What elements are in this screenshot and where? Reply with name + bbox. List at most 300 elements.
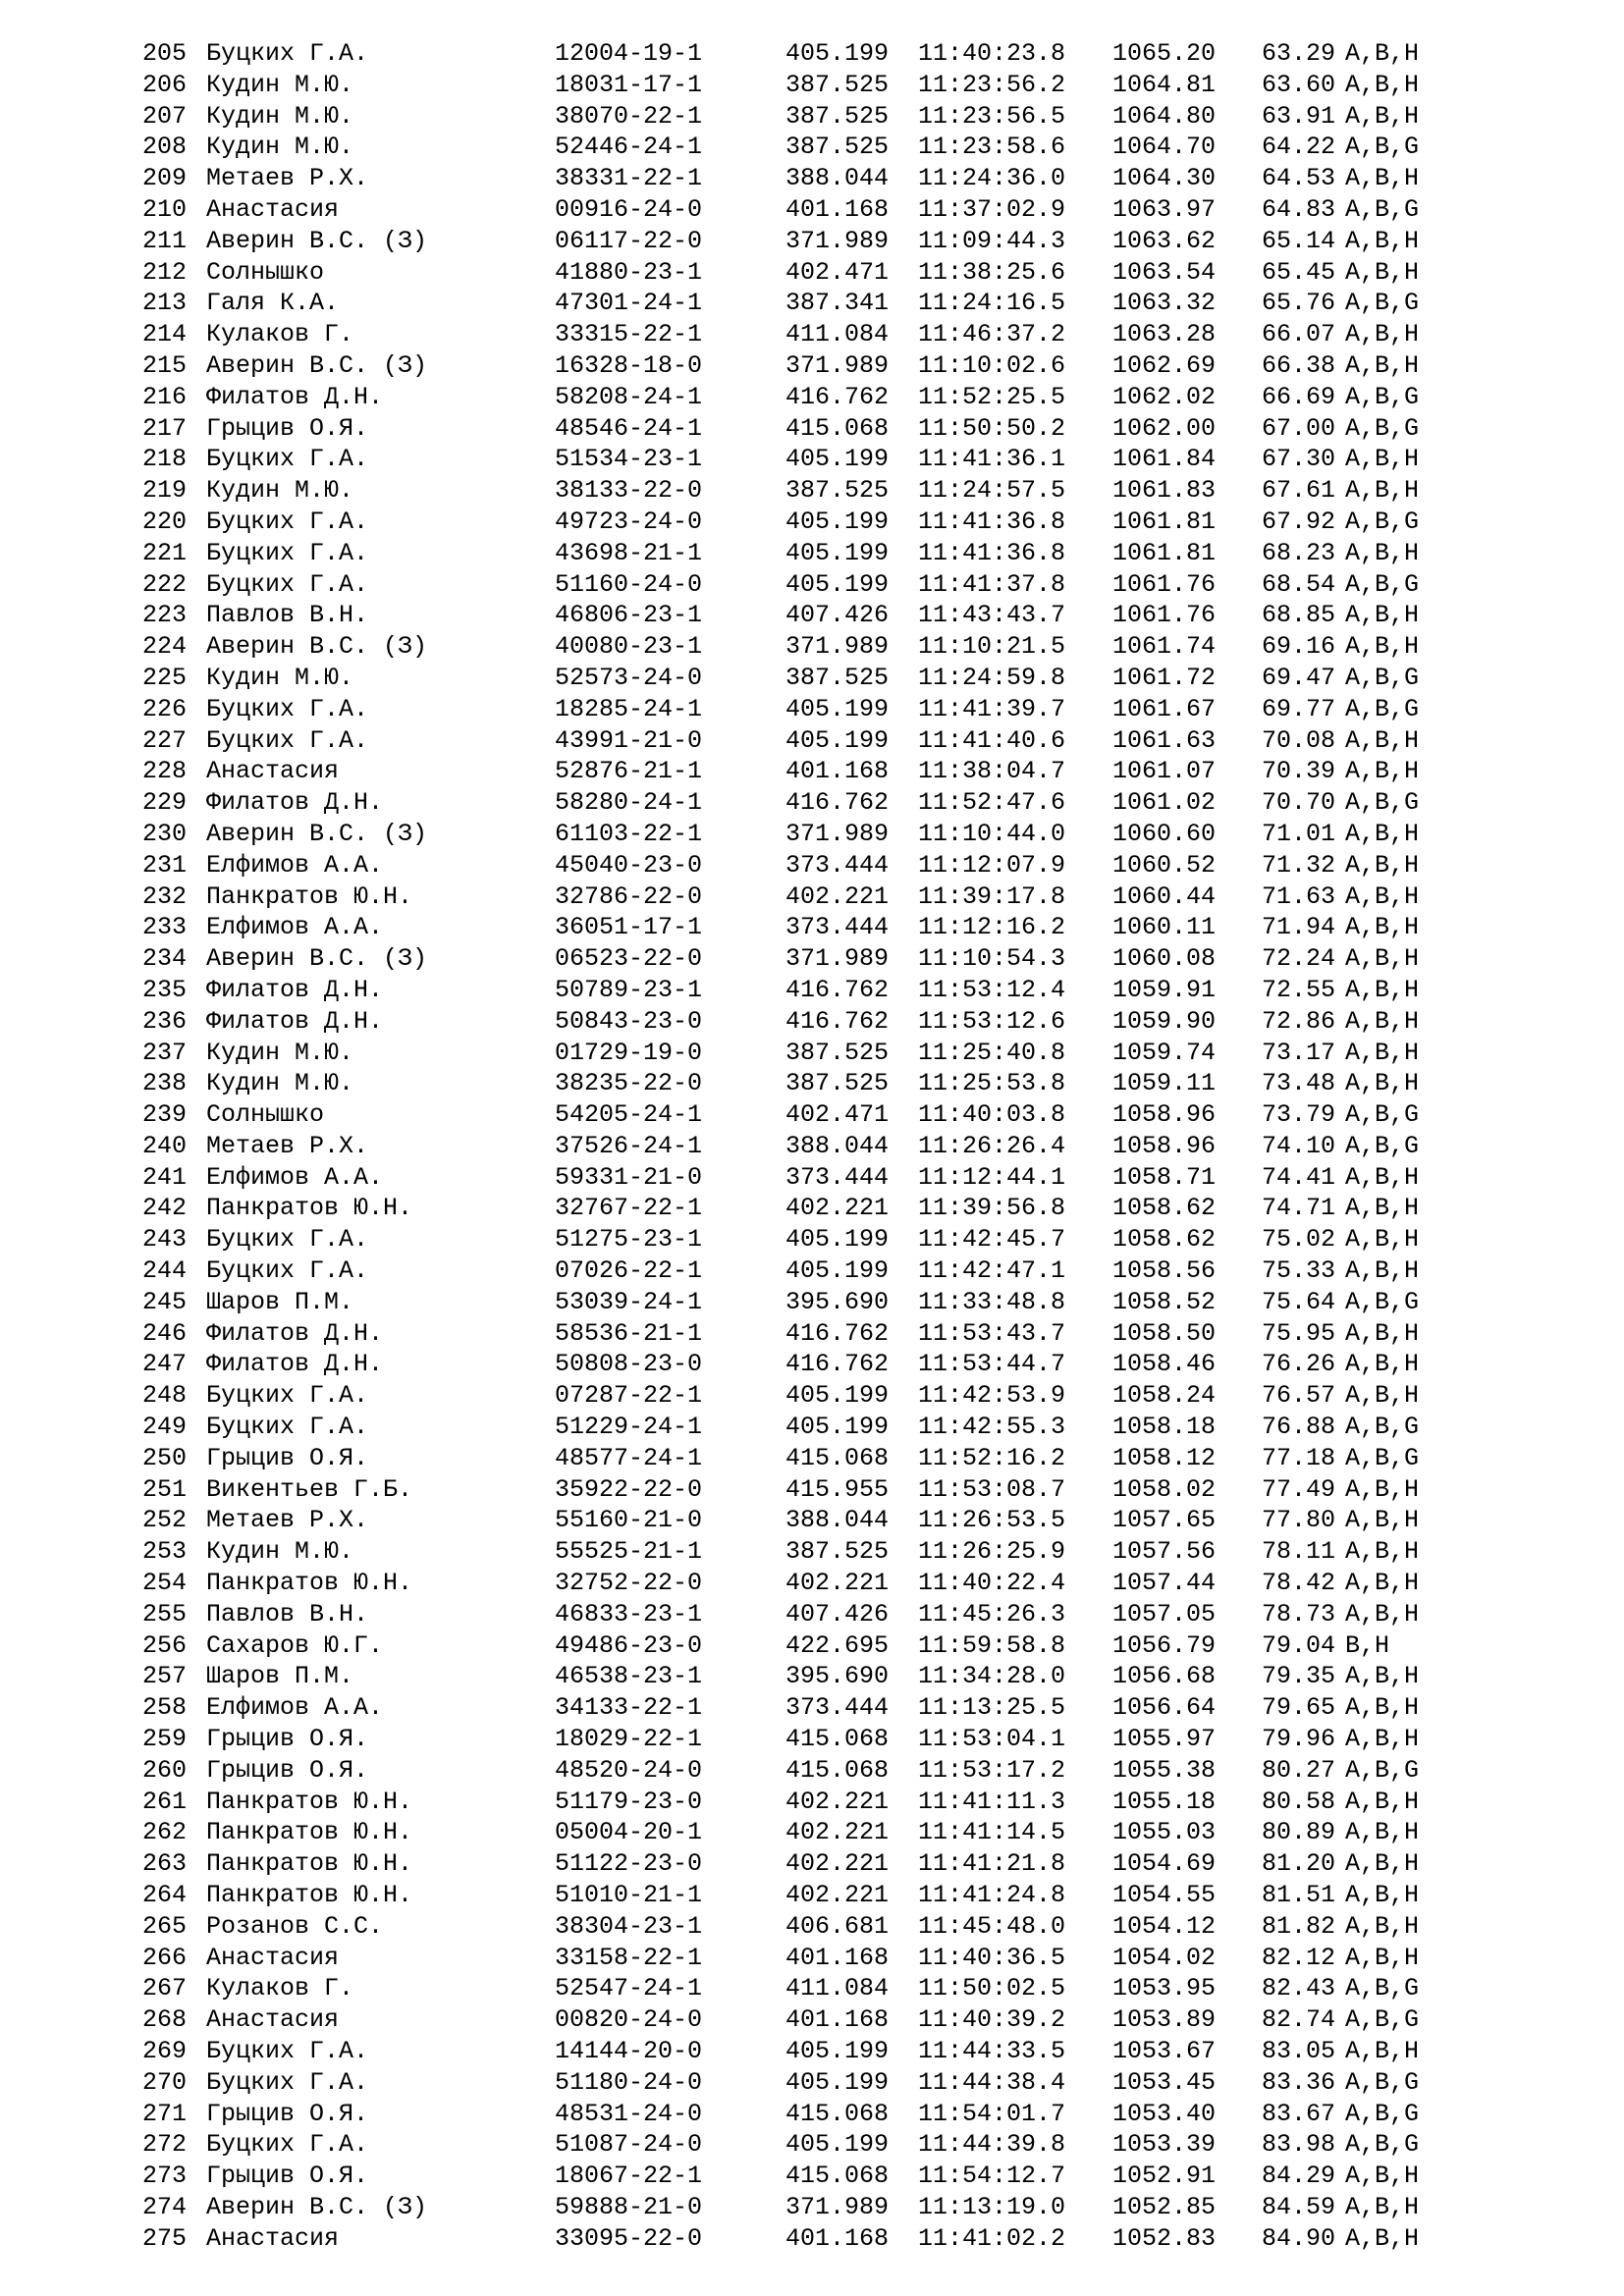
table-row: [142, 725, 1497, 757]
table-row: [142, 1599, 1497, 1630]
arrival-time: 11:40:23.8: [918, 39, 1066, 68]
category-tags: A,B,G: [1345, 2130, 1420, 2160]
arrival-time: 11:59:58.8: [918, 1630, 1066, 1660]
fancier-name: Кудин М.Ю.: [206, 133, 354, 162]
ring-number: 54205-24-1: [555, 1100, 703, 1130]
category-tags: A,B,H: [1345, 913, 1420, 942]
distance-km: 416.762: [785, 382, 890, 411]
speed-value: 1056.79: [1112, 1630, 1217, 1660]
distance-km: 371.989: [785, 2192, 890, 2221]
table-row: [142, 70, 1497, 101]
fancier-name: Солнышко: [206, 257, 325, 287]
fancier-name: Грыцив О.Я.: [206, 2099, 369, 2128]
arrival-time: 11:23:58.6: [918, 133, 1066, 162]
speed-value: 1055.97: [1112, 1725, 1217, 1754]
distance-km: 387.525: [785, 133, 890, 162]
table-row: [142, 1099, 1497, 1131]
speed-value: 1054.12: [1112, 1911, 1217, 1941]
result-place: 241: [142, 1162, 188, 1192]
points-value: 67.61: [1262, 476, 1336, 506]
fancier-name: Анастасия: [206, 2223, 340, 2253]
distance-km: 416.762: [785, 1350, 890, 1379]
table-row: [142, 1131, 1497, 1162]
speed-value: 1061.76: [1112, 601, 1217, 630]
result-place: 274: [142, 2192, 188, 2221]
fancier-name: Панкратов Ю.Н.: [206, 1569, 413, 1598]
speed-value: 1058.71: [1112, 1162, 1217, 1192]
points-value: 76.57: [1262, 1381, 1336, 1411]
category-tags: A,B,H: [1345, 1662, 1420, 1691]
result-place: 213: [142, 289, 188, 318]
speed-value: 1061.07: [1112, 757, 1217, 786]
speed-value: 1058.02: [1112, 1474, 1217, 1504]
fancier-name: Филатов Д.Н.: [206, 1006, 384, 1036]
category-tags: A,B,H: [1345, 350, 1420, 380]
points-value: 77.49: [1262, 1474, 1336, 1504]
result-place: 261: [142, 1787, 188, 1816]
speed-value: 1053.39: [1112, 2130, 1217, 2160]
points-value: 69.77: [1262, 694, 1336, 723]
arrival-time: 11:42:45.7: [918, 1225, 1066, 1255]
arrival-time: 11:42:53.9: [918, 1381, 1066, 1411]
table-row: [142, 475, 1497, 507]
category-tags: A,B,G: [1345, 1287, 1420, 1316]
category-tags: A,B,G: [1345, 663, 1420, 692]
fancier-name: Буцких Г.А.: [206, 1413, 369, 1442]
speed-value: 1064.30: [1112, 164, 1217, 193]
result-place: 212: [142, 257, 188, 287]
category-tags: A,B,H: [1345, 1849, 1420, 1879]
category-tags: A,B,H: [1345, 2223, 1420, 2253]
distance-km: 371.989: [785, 819, 890, 848]
fancier-name: Грыцив О.Я.: [206, 1443, 369, 1472]
fancier-name: Метаев Р.Х.: [206, 1131, 369, 1160]
speed-value: 1061.63: [1112, 725, 1217, 755]
speed-value: 1054.55: [1112, 1881, 1217, 1910]
arrival-time: 11:41:21.8: [918, 1849, 1066, 1879]
speed-value: 1061.81: [1112, 538, 1217, 567]
ring-number: 50843-23-0: [555, 1006, 703, 1036]
table-row: [142, 1661, 1497, 1692]
points-value: 64.83: [1262, 194, 1336, 224]
arrival-time: 11:39:56.8: [918, 1194, 1066, 1223]
arrival-time: 11:53:12.4: [918, 975, 1066, 1004]
table-row: [142, 1349, 1497, 1380]
result-place: 236: [142, 1006, 188, 1036]
table-row: [142, 1505, 1497, 1536]
speed-value: 1061.81: [1112, 507, 1217, 536]
ring-number: 32752-22-0: [555, 1569, 703, 1598]
fancier-name: Шаров П.М.: [206, 1662, 354, 1691]
arrival-time: 11:39:17.8: [918, 881, 1066, 911]
points-value: 83.05: [1262, 2037, 1336, 2065]
arrival-time: 11:41:24.8: [918, 1881, 1066, 1910]
points-value: 81.51: [1262, 1881, 1336, 1910]
speed-value: 1058.18: [1112, 1413, 1217, 1442]
fancier-name: Аверин В.С. (З): [206, 944, 428, 974]
points-value: 78.42: [1262, 1569, 1336, 1598]
speed-value: 1058.52: [1112, 1287, 1217, 1316]
result-place: 219: [142, 476, 188, 506]
arrival-time: 11:38:04.7: [918, 757, 1066, 786]
distance-km: 371.989: [785, 226, 890, 255]
ring-number: 07026-22-1: [555, 1256, 703, 1286]
fancier-name: Кудин М.Ю.: [206, 1069, 354, 1098]
fancier-name: Филатов Д.Н.: [206, 382, 384, 411]
points-value: 78.11: [1262, 1537, 1336, 1567]
fancier-name: Аверин В.С. (З): [206, 350, 428, 380]
result-place: 211: [142, 226, 188, 255]
category-tags: A,B,H: [1345, 1194, 1420, 1223]
category-tags: A,B,H: [1345, 1318, 1420, 1348]
arrival-time: 11:45:26.3: [918, 1599, 1066, 1629]
speed-value: 1057.56: [1112, 1537, 1217, 1567]
points-value: 73.48: [1262, 1069, 1336, 1098]
ring-number: 49486-23-0: [555, 1630, 703, 1660]
ring-number: 51275-23-1: [555, 1225, 703, 1255]
fancier-name: Кудин М.Ю.: [206, 1537, 354, 1567]
fancier-name: Буцких Г.А.: [206, 1256, 369, 1286]
category-tags: A,B,H: [1345, 601, 1420, 630]
result-place: 253: [142, 1537, 188, 1567]
speed-value: 1058.62: [1112, 1194, 1217, 1223]
result-place: 229: [142, 788, 188, 818]
distance-km: 405.199: [785, 1413, 890, 1442]
category-tags: A,B,H: [1345, 1162, 1420, 1192]
arrival-time: 11:12:44.1: [918, 1162, 1066, 1192]
ring-number: 51534-23-1: [555, 445, 703, 474]
result-place: 257: [142, 1662, 188, 1691]
ring-number: 51180-24-0: [555, 2067, 703, 2097]
arrival-time: 11:10:44.0: [918, 819, 1066, 848]
speed-value: 1053.67: [1112, 2037, 1217, 2065]
distance-km: 411.084: [785, 1974, 890, 2003]
points-value: 68.85: [1262, 601, 1336, 630]
ring-number: 32786-22-0: [555, 881, 703, 911]
ring-number: 46538-23-1: [555, 1662, 703, 1691]
speed-value: 1053.45: [1112, 2067, 1217, 2097]
arrival-time: 11:45:48.0: [918, 1911, 1066, 1941]
category-tags: A,B,G: [1345, 413, 1420, 443]
speed-value: 1059.91: [1112, 975, 1217, 1004]
distance-km: 415.068: [785, 1443, 890, 1472]
speed-value: 1065.20: [1112, 39, 1217, 68]
category-tags: A,B,H: [1345, 1381, 1420, 1411]
fancier-name: Панкратов Ю.Н.: [206, 1818, 413, 1847]
arrival-time: 11:10:21.5: [918, 632, 1066, 662]
arrival-time: 11:53:44.7: [918, 1350, 1066, 1379]
table-row: [142, 319, 1497, 350]
fancier-name: Панкратов Ю.Н.: [206, 1881, 413, 1910]
fancier-name: Анастасия: [206, 194, 340, 224]
table-row: [142, 694, 1497, 725]
speed-value: 1061.83: [1112, 476, 1217, 506]
arrival-time: 11:41:02.2: [918, 2223, 1066, 2253]
category-tags: A,B,G: [1345, 194, 1420, 224]
arrival-time: 11:24:57.5: [918, 476, 1066, 506]
arrival-time: 11:34:28.0: [918, 1662, 1066, 1691]
table-row: [142, 1755, 1497, 1787]
distance-km: 401.168: [785, 194, 890, 224]
category-tags: A,B,H: [1345, 1350, 1420, 1379]
fancier-name: Филатов Д.Н.: [206, 788, 384, 818]
ring-number: 33158-22-1: [555, 1943, 703, 1972]
table-row: [142, 538, 1497, 569]
ring-number: 48531-24-0: [555, 2099, 703, 2128]
result-place: 231: [142, 850, 188, 880]
result-place: 230: [142, 819, 188, 848]
table-row: [142, 850, 1497, 881]
table-row: [142, 1006, 1497, 1038]
speed-value: 1052.83: [1112, 2223, 1217, 2253]
points-value: 84.90: [1262, 2223, 1336, 2253]
result-place: 221: [142, 538, 188, 567]
points-value: 77.80: [1262, 1506, 1336, 1535]
category-tags: A,B,H: [1345, 850, 1420, 880]
fancier-name: Кудин М.Ю.: [206, 70, 354, 99]
distance-km: 402.221: [785, 1194, 890, 1223]
arrival-time: 11:37:02.9: [918, 194, 1066, 224]
fancier-name: Аверин В.С. (З): [206, 632, 428, 662]
category-tags: A,B,H: [1345, 1256, 1420, 1286]
distance-km: 373.444: [785, 1162, 890, 1192]
result-place: 235: [142, 975, 188, 1004]
result-place: 227: [142, 725, 188, 755]
speed-value: 1055.38: [1112, 1755, 1217, 1785]
points-value: 78.73: [1262, 1599, 1336, 1629]
table-row: [142, 194, 1497, 226]
distance-km: 401.168: [785, 1943, 890, 1972]
ring-number: 00820-24-0: [555, 2005, 703, 2035]
distance-km: 387.525: [785, 1038, 890, 1067]
speed-value: 1059.90: [1112, 1006, 1217, 1036]
fancier-name: Панкратов Ю.Н.: [206, 1849, 413, 1879]
table-row: [142, 756, 1497, 787]
distance-km: 416.762: [785, 975, 890, 1004]
ring-number: 58280-24-1: [555, 788, 703, 818]
points-value: 72.24: [1262, 944, 1336, 974]
category-tags: A,B,H: [1345, 725, 1420, 755]
points-value: 81.82: [1262, 1911, 1336, 1941]
table-row: [142, 881, 1497, 913]
distance-km: 416.762: [785, 1006, 890, 1036]
distance-km: 405.199: [785, 569, 890, 599]
fancier-name: Кудин М.Ю.: [206, 1038, 354, 1067]
ring-number: 48546-24-1: [555, 413, 703, 443]
category-tags: A,B,G: [1345, 1755, 1420, 1785]
fancier-name: Викентьев Г.Б.: [206, 1474, 413, 1504]
points-value: 83.36: [1262, 2067, 1336, 2097]
result-place: 266: [142, 1943, 188, 1972]
points-value: 66.69: [1262, 382, 1336, 411]
category-tags: A,B,H: [1345, 881, 1420, 911]
ring-number: 50789-23-1: [555, 975, 703, 1004]
table-row: [142, 2129, 1497, 2161]
speed-value: 1059.74: [1112, 1038, 1217, 1067]
category-tags: A,B,H: [1345, 1038, 1420, 1067]
category-tags: A,B,H: [1345, 257, 1420, 287]
ring-number: 55525-21-1: [555, 1537, 703, 1567]
category-tags: A,B,H: [1345, 1881, 1420, 1910]
result-place: 258: [142, 1693, 188, 1723]
arrival-time: 11:40:36.5: [918, 1943, 1066, 1972]
fancier-name: Буцких Г.А.: [206, 1225, 369, 1255]
result-place: 214: [142, 320, 188, 349]
results-table: [142, 38, 1497, 2255]
category-tags: A,B,G: [1345, 2099, 1420, 2128]
ring-number: 55160-21-0: [555, 1506, 703, 1535]
points-value: 75.64: [1262, 1287, 1336, 1316]
fancier-name: Елфимов А.А.: [206, 1162, 384, 1192]
arrival-time: 11:40:39.2: [918, 2005, 1066, 2035]
ring-number: 35922-22-0: [555, 1474, 703, 1504]
result-place: 259: [142, 1725, 188, 1754]
table-row: [142, 257, 1497, 289]
speed-value: 1058.50: [1112, 1318, 1217, 1348]
result-place: 209: [142, 164, 188, 193]
points-value: 83.98: [1262, 2130, 1336, 2160]
points-value: 79.04: [1262, 1630, 1336, 1660]
result-place: 225: [142, 663, 188, 692]
table-row: [142, 1255, 1497, 1287]
result-place: 218: [142, 445, 188, 474]
arrival-time: 11:41:37.8: [918, 569, 1066, 599]
result-place: 249: [142, 1413, 188, 1442]
result-place: 263: [142, 1849, 188, 1879]
arrival-time: 11:42:47.1: [918, 1256, 1066, 1286]
ring-number: 33315-22-1: [555, 320, 703, 349]
speed-value: 1052.85: [1112, 2192, 1217, 2221]
fancier-name: Филатов Д.Н.: [206, 1318, 384, 1348]
arrival-time: 11:24:16.5: [918, 289, 1066, 318]
points-value: 79.65: [1262, 1693, 1336, 1723]
ring-number: 59331-21-0: [555, 1162, 703, 1192]
distance-km: 387.525: [785, 476, 890, 506]
speed-value: 1060.60: [1112, 819, 1217, 848]
result-place: 255: [142, 1599, 188, 1629]
points-value: 63.29: [1262, 39, 1336, 68]
points-value: 67.30: [1262, 445, 1336, 474]
table-row: [142, 631, 1497, 663]
speed-value: 1054.69: [1112, 1849, 1217, 1879]
fancier-name: Анастасия: [206, 1943, 340, 1972]
category-tags: A,B,H: [1345, 538, 1420, 567]
ring-number: 32767-22-1: [555, 1194, 703, 1223]
result-place: 239: [142, 1100, 188, 1130]
distance-km: 405.199: [785, 725, 890, 755]
ring-number: 16328-18-0: [555, 350, 703, 380]
fancier-name: Метаев Р.Х.: [206, 164, 369, 193]
ring-number: 06117-22-0: [555, 226, 703, 255]
distance-km: 371.989: [785, 944, 890, 974]
result-place: 242: [142, 1194, 188, 1223]
ring-number: 12004-19-1: [555, 39, 703, 68]
speed-value: 1056.68: [1112, 1662, 1217, 1691]
distance-km: 371.989: [785, 632, 890, 662]
arrival-time: 11:41:40.6: [918, 725, 1066, 755]
speed-value: 1058.96: [1112, 1100, 1217, 1130]
arrival-time: 11:41:11.3: [918, 1787, 1066, 1816]
result-place: 224: [142, 632, 188, 662]
fancier-name: Елфимов А.А.: [206, 1693, 384, 1723]
ring-number: 45040-23-0: [555, 850, 703, 880]
points-value: 70.08: [1262, 725, 1336, 755]
distance-km: 407.426: [785, 1599, 890, 1629]
result-place: 233: [142, 913, 188, 942]
speed-value: 1057.05: [1112, 1599, 1217, 1629]
fancier-name: Шаров П.М.: [206, 1287, 354, 1316]
category-tags: A,B,H: [1345, 944, 1420, 974]
arrival-time: 11:25:53.8: [918, 1069, 1066, 1098]
speed-value: 1057.65: [1112, 1506, 1217, 1535]
table-row: [142, 507, 1497, 538]
points-value: 66.07: [1262, 320, 1336, 349]
fancier-name: Буцких Г.А.: [206, 2130, 369, 2160]
ring-number: 51087-24-0: [555, 2130, 703, 2160]
ring-number: 05004-20-1: [555, 1818, 703, 1847]
arrival-time: 11:50:02.5: [918, 1974, 1066, 2003]
fancier-name: Буцких Г.А.: [206, 538, 369, 567]
speed-value: 1055.03: [1112, 1818, 1217, 1847]
points-value: 63.60: [1262, 70, 1336, 99]
category-tags: A,B,H: [1345, 164, 1420, 193]
table-row: [142, 975, 1497, 1006]
arrival-time: 11:53:08.7: [918, 1474, 1066, 1504]
ring-number: 43698-21-1: [555, 538, 703, 567]
table-row: [142, 1848, 1497, 1880]
ring-number: 59888-21-0: [555, 2192, 703, 2221]
arrival-time: 11:41:39.7: [918, 694, 1066, 723]
ring-number: 18031-17-1: [555, 70, 703, 99]
distance-km: 416.762: [785, 1318, 890, 1348]
result-place: 207: [142, 101, 188, 131]
distance-km: 402.221: [785, 1787, 890, 1816]
distance-km: 373.444: [785, 850, 890, 880]
distance-km: 411.084: [785, 320, 890, 349]
result-place: 248: [142, 1381, 188, 1411]
distance-km: 405.199: [785, 507, 890, 536]
ring-number: 51010-21-1: [555, 1881, 703, 1910]
points-value: 76.26: [1262, 1350, 1336, 1379]
fancier-name: Кулаков Г.: [206, 320, 354, 349]
points-value: 75.02: [1262, 1225, 1336, 1255]
distance-km: 387.525: [785, 663, 890, 692]
ring-number: 52547-24-1: [555, 1974, 703, 2003]
result-place: 269: [142, 2037, 188, 2065]
ring-number: 18067-22-1: [555, 2162, 703, 2191]
category-tags: A,B,G: [1345, 382, 1420, 411]
ring-number: 37526-24-1: [555, 1131, 703, 1160]
fancier-name: Сахаров Ю.Г.: [206, 1630, 384, 1660]
category-tags: A,B,G: [1345, 694, 1420, 723]
table-row: [142, 1817, 1497, 1848]
fancier-name: Анастасия: [206, 2005, 340, 2035]
ring-number: 38331-22-1: [555, 164, 703, 193]
ring-number: 18285-24-1: [555, 694, 703, 723]
result-place: 260: [142, 1755, 188, 1785]
table-row: [142, 1943, 1497, 1974]
points-value: 77.18: [1262, 1443, 1336, 1472]
distance-km: 402.221: [785, 1818, 890, 1847]
category-tags: A,B,G: [1345, 1443, 1420, 1472]
fancier-name: Кудин М.Ю.: [206, 101, 354, 131]
arrival-time: 11:41:36.1: [918, 445, 1066, 474]
result-place: 237: [142, 1038, 188, 1067]
category-tags: A,B,H: [1345, 1693, 1420, 1723]
fancier-name: Буцких Г.А.: [206, 725, 369, 755]
category-tags: A,B,G: [1345, 569, 1420, 599]
fancier-name: Филатов Д.Н.: [206, 975, 384, 1004]
